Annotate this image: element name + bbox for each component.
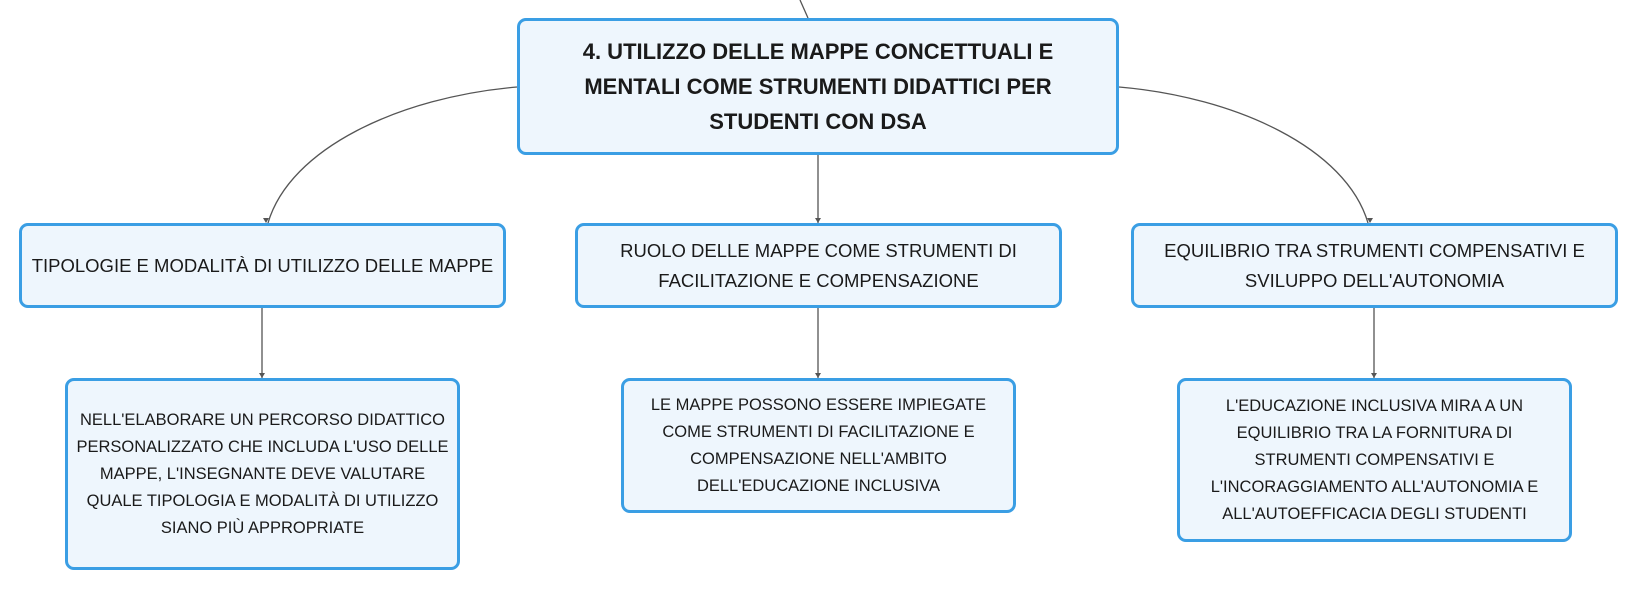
connector-root-to-topic-1 — [268, 87, 517, 223]
detail-node-label: LE MAPPE POSSONO ESSERE IMPIEGATE COME STRUMENTI DI FACILITAZIONE E COMPENSAZIONE NELL'AMBITO DELL'EDUCAZIONE INCLUSIVA — [650, 395, 987, 495]
root-node-label: 4. UTILIZZO DELLE MAPPE CONCETTUALI E MENTALI COME STRUMENTI DIDATTICI PER STUDENTI CON DSA — [582, 39, 1054, 134]
detail-node-ruolo[interactable] — [621, 378, 1016, 513]
detail-node-label: L'EDUCAZIONE INCLUSIVA MIRA A UN EQUILIBRIO TRA LA FORNITURA DI STRUMENTI COMPENSATIVI E L'INCORAGGIAMENTO ALL'AUTONOMIA E ALL'AUTOEFFICACIA DEGLI STUDENTI — [1210, 396, 1539, 523]
detail-node-tipologie[interactable] — [65, 378, 460, 570]
topic-node-label: TIPOLOGIE E MODALITÀ DI UTILIZZO DELLE MAPPE — [31, 254, 494, 276]
topic-node-ruolo[interactable] — [575, 223, 1062, 308]
connector-parent-to-root — [800, 0, 808, 18]
topic-node-tipologie[interactable] — [19, 223, 506, 308]
detail-node-equilibrio[interactable] — [1177, 378, 1572, 542]
topic-node-label: EQUILIBRIO TRA STRUMENTI COMPENSATIVI E SVILUPPO DELL'AUTONOMIA — [1164, 239, 1585, 291]
detail-node-label: NELL'ELABORARE UN PERCORSO DIDATTICO PERSONALIZZATO CHE INCLUDA L'USO DELLE MAPPE, L'INSEGNANTE DEVE VALUTARE QUALE TIPOLOGIA E MODALITÀ DI UTILIZZO SIANO PIÙ APPROPRIATE — [76, 410, 449, 537]
topic-node-label: RUOLO DELLE MAPPE COME STRUMENTI DI FACILITAZIONE E COMPENSAZIONE — [620, 239, 1017, 291]
connector-root-to-topic-3 — [1119, 87, 1368, 223]
root-node[interactable] — [517, 18, 1119, 155]
topic-node-equilibrio[interactable] — [1131, 223, 1618, 308]
